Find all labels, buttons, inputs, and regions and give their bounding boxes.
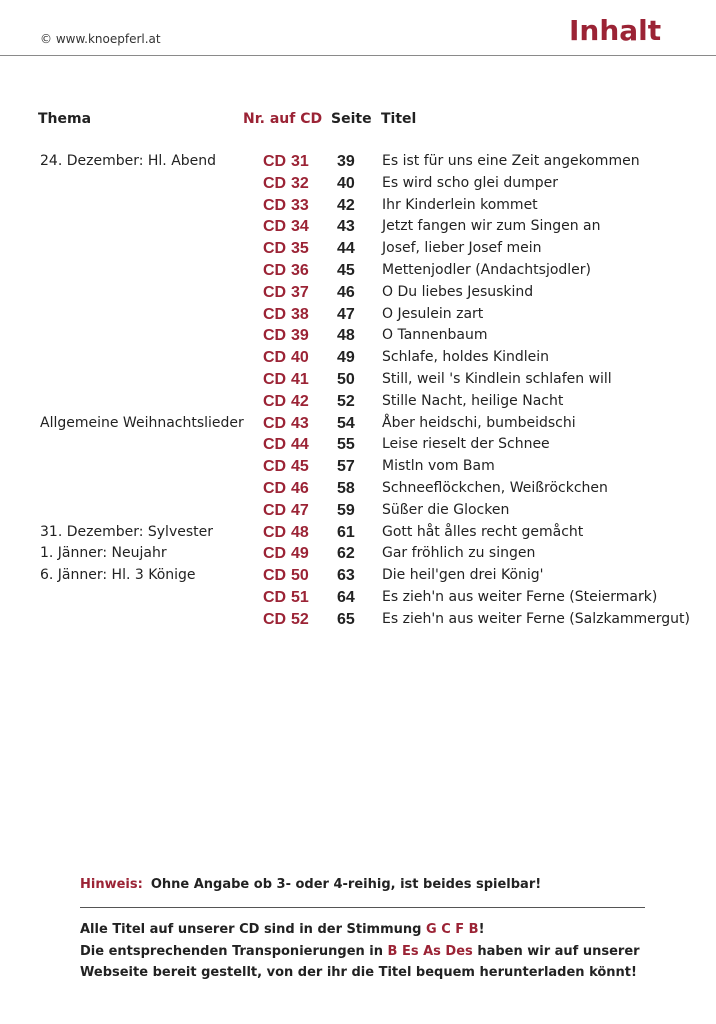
copyright-website: © www.knoepferl.at (40, 32, 161, 46)
row-titel: Mistln vom Bam (382, 458, 495, 475)
row-titel: O Jesulein zart (382, 305, 484, 322)
cd-track: 49 (291, 545, 309, 563)
cd-track: 35 (291, 240, 309, 258)
cd-prefix: CD (263, 479, 287, 497)
cd-prefix: CD (263, 261, 287, 279)
table-row (0, 587, 716, 609)
cd-prefix: CD (263, 610, 287, 628)
cd-prefix: CD (263, 327, 287, 345)
cd-track: 37 (291, 283, 309, 301)
footer-line-2-text: Die entsprechenden Transponierungen in (80, 943, 383, 959)
row-titel: Still, weil 's Kindlein schlafen will (382, 370, 612, 387)
cd-track: 43 (291, 414, 309, 432)
row-seite: 57 (337, 458, 355, 476)
row-titel: Ihr Kinderlein kommet (382, 196, 538, 213)
table-row (0, 391, 716, 413)
cd-prefix: CD (263, 240, 287, 258)
table-row (0, 282, 716, 304)
row-seite: 55 (337, 436, 355, 454)
table-row (0, 347, 716, 369)
row-titel: Åber heidschi, bumbeidschi (382, 414, 576, 431)
table-row (0, 369, 716, 391)
row-thema: Allgemeine Weihnachtslieder (40, 414, 244, 431)
row-titel: Es ist für uns eine Zeit angekommen (382, 153, 640, 169)
cd-track: 52 (291, 610, 309, 628)
row-seite: 46 (337, 283, 355, 301)
column-header-thema: Thema (38, 111, 92, 127)
row-seite: 40 (337, 174, 355, 192)
page-title: Inhalt (569, 14, 662, 47)
row-thema: 24. Dezember: Hl. Abend (40, 153, 217, 169)
row-titel: O Tannenbaum (382, 327, 488, 344)
row-titel: Es zieh'n aus weiter Ferne (Steiermark) (382, 588, 658, 605)
cd-track: 42 (291, 392, 309, 410)
footer-line-2 (80, 941, 640, 963)
cd-prefix: CD (263, 523, 287, 541)
cd-prefix: CD (263, 545, 287, 563)
row-seite: 65 (337, 610, 355, 628)
row-seite: 52 (337, 392, 355, 410)
table-row (0, 151, 716, 173)
row-seite: 59 (337, 501, 355, 519)
row-seite: 43 (337, 218, 355, 236)
cd-prefix: CD (263, 370, 287, 388)
table-row (0, 543, 716, 565)
table-row (0, 565, 716, 587)
table-row (0, 260, 716, 282)
row-seite: 39 (337, 153, 355, 170)
row-titel: Die heil'gen drei König' (382, 567, 544, 584)
footer-notice (80, 919, 640, 984)
column-header-seite: Seite (331, 111, 372, 127)
table-row (0, 173, 716, 195)
row-thema: 31. Dezember: Sylvester (40, 523, 213, 540)
row-titel: O Du liebes Jesuskind (382, 283, 534, 300)
row-seite: 44 (337, 240, 355, 258)
row-titel: Jetzt fangen wir zum Singen an (382, 218, 601, 235)
cd-track: 36 (291, 261, 309, 279)
row-titel: Süßer die Glocken (382, 501, 510, 518)
cd-track: 47 (291, 501, 309, 519)
footer-line-1 (80, 919, 640, 941)
row-seite: 42 (337, 196, 355, 214)
cd-track: 51 (291, 588, 309, 606)
row-seite: 48 (337, 327, 355, 345)
row-titel: Gar fröhlich zu singen (382, 545, 536, 562)
row-seite: 63 (337, 567, 355, 585)
cd-track: 40 (291, 349, 309, 367)
row-titel: Stille Nacht, heilige Nacht (382, 392, 564, 409)
cd-prefix: CD (263, 305, 287, 323)
table-row (0, 304, 716, 326)
tuning-key: G C F B (426, 922, 479, 937)
cd-track: 33 (291, 196, 309, 214)
cd-track: 50 (291, 567, 309, 585)
row-titel: Leise rieselt der Schnee (382, 436, 550, 453)
row-titel: Mettenjodler (Andachtsjodler) (382, 261, 592, 278)
cd-prefix: CD (263, 218, 287, 236)
cd-prefix: CD (263, 174, 287, 192)
row-titel: Es wird scho glei dumper (382, 174, 559, 191)
contents-table (0, 151, 716, 631)
row-seite: 50 (337, 370, 355, 388)
table-row (0, 609, 716, 631)
table-row (0, 216, 716, 238)
table-row (0, 500, 716, 522)
row-seite: 49 (337, 349, 355, 367)
table-row (0, 325, 716, 347)
cd-prefix: CD (263, 414, 287, 432)
row-seite: 45 (337, 261, 355, 279)
footer-line-3: Webseite bereit gestellt, von der ihr die Titel bequem herunterladen könnt! (80, 965, 637, 980)
cd-track: 32 (291, 174, 309, 192)
cd-prefix: CD (263, 501, 287, 519)
row-seite: 62 (337, 545, 355, 563)
table-row (0, 434, 716, 456)
footer-line-1-end: ! (478, 922, 485, 937)
cd-prefix: CD (263, 153, 287, 170)
table-row (0, 413, 716, 435)
row-titel: Gott håt ålles recht gemåcht (382, 523, 584, 540)
row-seite: 64 (337, 588, 355, 606)
table-row (0, 478, 716, 500)
table-row (0, 522, 716, 544)
table-row (0, 238, 716, 260)
cd-prefix: CD (263, 436, 287, 454)
cd-track: 44 (291, 436, 309, 454)
column-header-cd: Nr. auf CD (243, 111, 323, 127)
row-titel: Josef, lieber Josef mein (382, 240, 542, 257)
row-seite: 47 (337, 305, 355, 323)
row-seite: 58 (337, 479, 355, 497)
cd-track: 45 (291, 458, 309, 476)
footer-line-1-text: Alle Titel auf unserer CD sind in der Stimmung (80, 922, 422, 937)
row-seite: 61 (337, 523, 355, 541)
cd-prefix: CD (263, 392, 287, 410)
cd-track: 41 (291, 370, 309, 388)
cd-track: 48 (291, 523, 309, 541)
cd-prefix: CD (263, 283, 287, 301)
row-titel: Schlafe, holdes Kindlein (382, 349, 550, 366)
column-header-titel: Titel (381, 111, 417, 127)
cd-prefix: CD (263, 567, 287, 585)
table-row (0, 456, 716, 478)
header-divider (0, 55, 716, 56)
cd-track: 39 (291, 327, 309, 345)
hint-note (80, 877, 541, 892)
cd-prefix: CD (263, 458, 287, 476)
table-row (0, 195, 716, 217)
footer-line-2-end: haben wir auf unserer (477, 943, 640, 959)
cd-track: 34 (291, 218, 309, 236)
cd-track: 46 (291, 479, 309, 497)
row-thema: 6. Jänner: Hl. 3 Könige (40, 567, 196, 584)
cd-track: 38 (291, 305, 309, 323)
cd-track: 31 (291, 153, 309, 170)
cd-prefix: CD (263, 588, 287, 606)
row-titel: Es zieh'n aus weiter Ferne (Salzkammergut) (382, 610, 691, 627)
hint-text: Ohne Angabe ob 3- oder 4-reihig, ist beides spielbar! (150, 877, 542, 892)
cd-prefix: CD (263, 196, 287, 214)
hint-label: Hinweis: (80, 877, 143, 892)
row-seite: 54 (337, 414, 355, 432)
cd-prefix: CD (263, 349, 287, 367)
row-titel: Schneeflöckchen, Weißröckchen (382, 479, 608, 496)
transposition-keys: B Es As Des (387, 943, 473, 959)
row-thema: 1. Jänner: Neujahr (40, 545, 167, 562)
hint-divider (80, 907, 645, 908)
